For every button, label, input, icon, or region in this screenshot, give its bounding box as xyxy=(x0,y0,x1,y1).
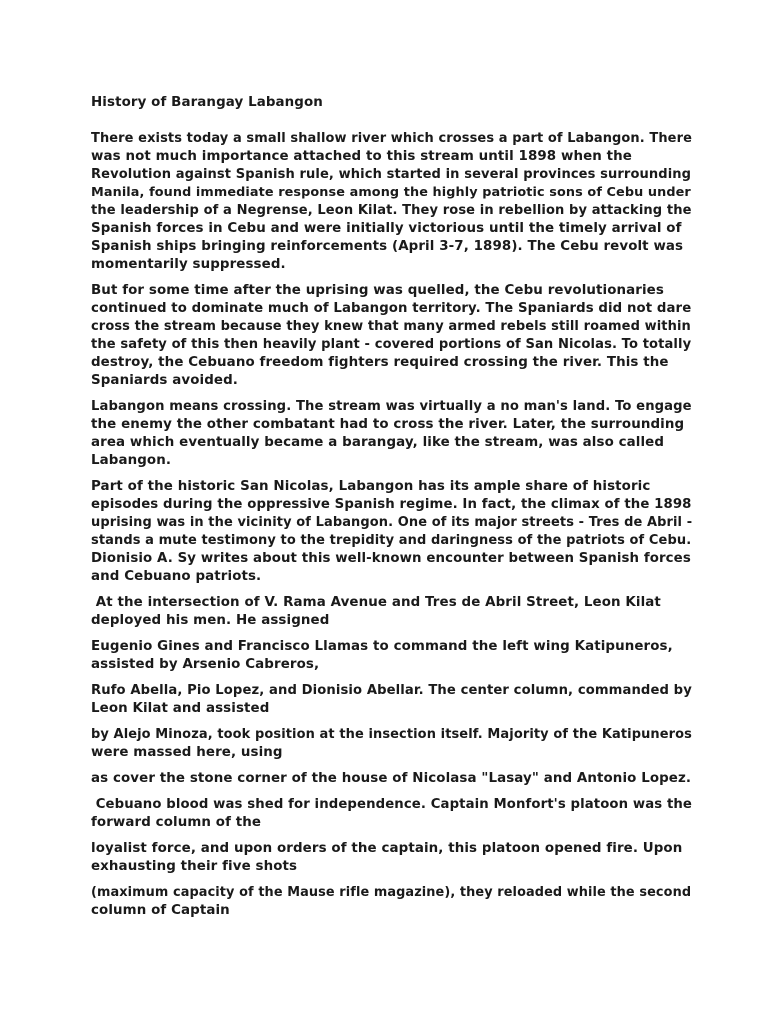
paragraph xyxy=(91,770,691,788)
paragraph-list xyxy=(91,130,691,920)
text-line: Spaniards avoided. xyxy=(91,373,238,388)
text-line: deployed his men. He assigned xyxy=(91,613,330,628)
text-line: was not much importance attached to this stream until 1898 when the xyxy=(91,149,632,164)
paragraph xyxy=(91,840,691,876)
text-line: the enemy the other combatant had to cross the river. Later, the surrounding xyxy=(91,417,685,432)
paragraph xyxy=(91,638,691,674)
text-line: exhausting their five shots xyxy=(91,859,298,874)
text-line: Labangon means crossing. The stream was virtually a no man's land. To engage xyxy=(91,399,692,414)
paragraph xyxy=(91,884,691,920)
text-line: column of Captain xyxy=(91,903,230,918)
text-line: Spanish ships bringing reinforcements (April 3-7, 1898). The Cebu revolt was xyxy=(91,239,684,254)
text-line: loyalist force, and upon orders of the captain, this platoon opened fire. Upon xyxy=(91,841,683,856)
text-line: were massed here, using xyxy=(91,745,283,760)
document-body xyxy=(91,94,691,928)
document-title: History of Barangay Labangon xyxy=(91,95,323,110)
text-line: the leadership of a Negrense, Leon Kilat. They rose in rebellion by attacking the xyxy=(91,203,692,218)
paragraph xyxy=(91,398,691,470)
text-line: as cover the stone corner of the house of Nicolasa "Lasay" and Antonio Lopez. xyxy=(91,771,692,786)
text-line: There exists today a small shallow river which crosses a part of Labangon. There xyxy=(91,131,692,146)
text-line: episodes during the oppressive Spanish regime. In fact, the climax of the 1898 xyxy=(91,497,692,512)
text-line: uprising was in the vicinity of Labangon. One of its major streets - Tres de Abril - xyxy=(91,515,693,530)
text-line: Eugenio Gines and Francisco Llamas to command the left wing Katipuneros, xyxy=(91,639,673,654)
text-line: Cebuano blood was shed for independence. Captain Monfort's platoon was the xyxy=(91,797,693,812)
paragraph xyxy=(91,282,691,390)
text-line: by Alejo Minoza, took position at the insection itself. Majority of the Katipuneros xyxy=(91,727,692,742)
text-line: stands a mute testimony to the trepidity and daringness of the patriots of Cebu. xyxy=(91,533,692,548)
text-line: Labangon. xyxy=(91,453,172,468)
text-line: But for some time after the uprising was quelled, the Cebu revolutionaries xyxy=(91,283,664,298)
text-line: area which eventually became a barangay, like the stream, was also called xyxy=(91,435,665,450)
text-line: (maximum capacity of the Mause rifle magazine), they reloaded while the second xyxy=(91,885,692,900)
text-line: Part of the historic San Nicolas, Labangon has its ample share of historic xyxy=(91,479,651,494)
paragraph xyxy=(91,594,691,630)
text-line: Manila, found immediate response among the highly patriotic sons of Cebu under xyxy=(91,185,691,200)
text-line: momentarily suppressed. xyxy=(91,257,286,272)
text-line: cross the stream because they knew that many armed rebels still roamed within xyxy=(91,319,691,334)
text-line: Dionisio A. Sy writes about this well-known encounter between Spanish forces xyxy=(91,551,691,566)
text-line: continued to dominate much of Labangon territory. The Spaniards did not dare xyxy=(91,301,692,316)
paragraph xyxy=(91,682,691,718)
text-line: and Cebuano patriots. xyxy=(91,569,262,584)
text-line: Revolution against Spanish rule, which started in several provinces surrounding xyxy=(91,167,692,182)
paragraph xyxy=(91,130,691,274)
paragraph xyxy=(91,726,691,762)
text-line: assisted by Arsenio Cabreros, xyxy=(91,657,320,672)
text-line: forward column of the xyxy=(91,815,262,830)
text-line: At the intersection of V. Rama Avenue and Tres de Abril Street, Leon Kilat xyxy=(91,595,661,610)
text-line: Rufo Abella, Pio Lopez, and Dionisio Abellar. The center column, commanded by xyxy=(91,683,692,698)
text-line: destroy, the Cebuano freedom fighters required crossing the river. This the xyxy=(91,355,669,370)
text-line: Spanish forces in Cebu and were initially victorious until the timely arrival of xyxy=(91,221,682,236)
paragraph xyxy=(91,478,691,586)
paragraph xyxy=(91,796,691,832)
text-line: Leon Kilat and assisted xyxy=(91,701,270,716)
text-line: the safety of this then heavily plant - covered portions of San Nicolas. To totally xyxy=(91,337,692,352)
